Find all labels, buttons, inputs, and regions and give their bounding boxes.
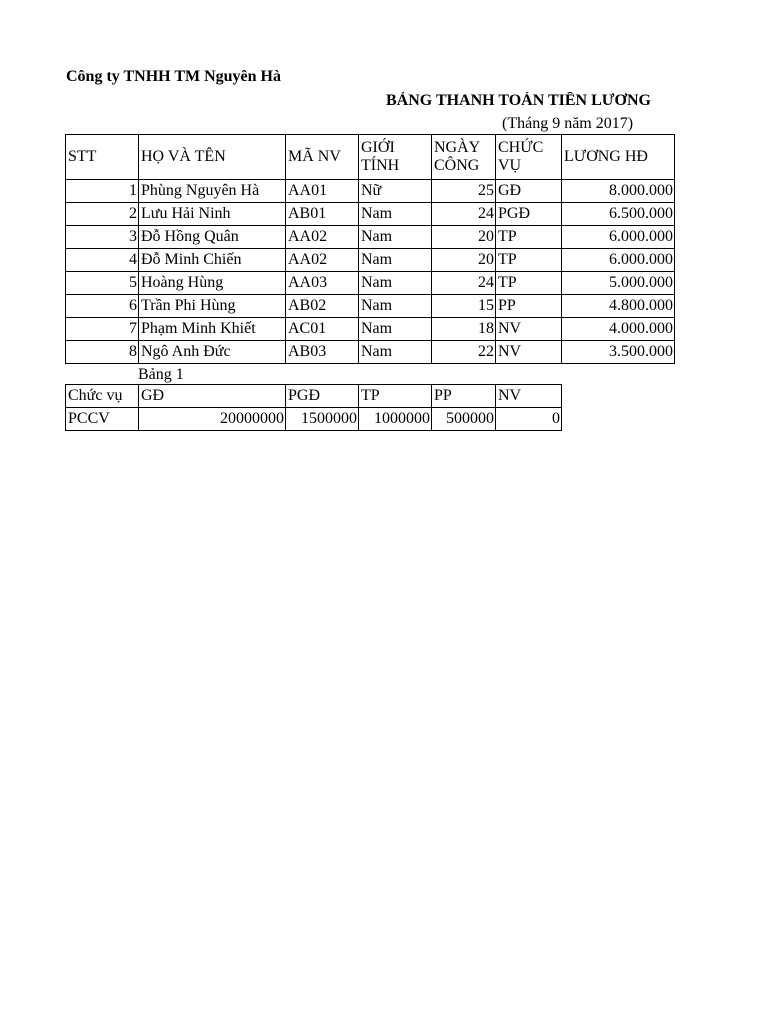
cell-name[interactable]: Ngô Anh Đức (139, 341, 286, 364)
cell-days[interactable]: 20 (432, 249, 496, 272)
header-position[interactable] (496, 135, 562, 180)
cell-stt[interactable]: 3 (66, 226, 139, 249)
payroll-table (65, 134, 675, 364)
sheet-title: BẢNG THANH TOÁN TIỀN LƯƠNG (386, 92, 651, 109)
allowance-header-cell[interactable]: PGĐ (286, 385, 359, 408)
cell-stt[interactable]: 4 (66, 249, 139, 272)
allowance-header-cell[interactable]: GĐ (139, 385, 286, 408)
period-label: (Tháng 9 năm 2017) (502, 115, 634, 132)
cell-stt[interactable]: 8 (66, 341, 139, 364)
cell-gender[interactable]: Nam (359, 318, 432, 341)
cell-gender[interactable]: Nam (359, 249, 432, 272)
allowance-cell[interactable]: 20000000 (139, 408, 286, 431)
cell-stt[interactable]: 2 (66, 203, 139, 226)
header-position-line1: CHỨC (498, 139, 544, 156)
allowance-header-cell[interactable]: PP (432, 385, 496, 408)
allowance-header-cell[interactable]: Chức vụ (66, 385, 139, 408)
cell-position[interactable]: NV (496, 341, 562, 364)
cell-days[interactable]: 24 (432, 272, 496, 295)
cell-days[interactable]: 24 (432, 203, 496, 226)
table-row (66, 295, 675, 318)
cell-code[interactable]: AB02 (286, 295, 359, 318)
header-gender-line2: TÍNH (361, 157, 400, 174)
cell-stt[interactable]: 1 (66, 180, 139, 203)
allowance-cell[interactable]: PCCV (66, 408, 139, 431)
cell-stt[interactable]: 7 (66, 318, 139, 341)
table-row (66, 226, 675, 249)
cell-salary[interactable]: 4.800.000 (562, 295, 675, 318)
cell-salary[interactable]: 6.500.000 (562, 203, 675, 226)
table-row (66, 249, 675, 272)
header-days[interactable] (432, 135, 496, 180)
cell-gender[interactable]: Nam (359, 203, 432, 226)
cell-stt[interactable]: 5 (66, 272, 139, 295)
cell-code[interactable]: AB01 (286, 203, 359, 226)
cell-gender[interactable]: Nam (359, 341, 432, 364)
header-position-line2: VỤ (498, 157, 522, 174)
allowance-cell[interactable]: 500000 (432, 408, 496, 431)
company-name: Công ty TNHH TM Nguyên Hà (66, 68, 281, 85)
cell-days[interactable]: 18 (432, 318, 496, 341)
allowance-header-cell[interactable]: NV (496, 385, 562, 408)
cell-salary[interactable]: 6.000.000 (562, 226, 675, 249)
cell-salary[interactable]: 3.500.000 (562, 341, 675, 364)
cell-code[interactable]: AA01 (286, 180, 359, 203)
cell-gender[interactable]: Nam (359, 295, 432, 318)
cell-code[interactable]: AC01 (286, 318, 359, 341)
cell-salary[interactable]: 4.000.000 (562, 318, 675, 341)
cell-gender[interactable]: Nam (359, 272, 432, 295)
cell-code[interactable]: AA03 (286, 272, 359, 295)
cell-position[interactable]: GĐ (496, 180, 562, 203)
header-salary[interactable]: LƯƠNG HĐ (562, 135, 675, 180)
bang1-label: Bảng 1 (138, 366, 184, 383)
cell-name[interactable]: Lưu Hải Ninh (139, 203, 286, 226)
cell-salary[interactable]: 8.000.000 (562, 180, 675, 203)
cell-name[interactable]: Trần Phi Hùng (139, 295, 286, 318)
cell-days[interactable]: 25 (432, 180, 496, 203)
cell-position[interactable]: TP (496, 249, 562, 272)
cell-position[interactable]: PGĐ (496, 203, 562, 226)
header-code[interactable]: MÃ NV (286, 135, 359, 180)
header-name[interactable]: HỌ VÀ TÊN (139, 135, 286, 180)
header-days-line1: NGÀY (434, 139, 481, 156)
allowance-cell[interactable]: 1000000 (359, 408, 432, 431)
allowance-value-row (66, 408, 562, 431)
table-row (66, 318, 675, 341)
table-row (66, 203, 675, 226)
cell-days[interactable]: 20 (432, 226, 496, 249)
cell-code[interactable]: AA02 (286, 226, 359, 249)
allowance-cell[interactable]: 1500000 (286, 408, 359, 431)
cell-days[interactable]: 15 (432, 295, 496, 318)
cell-salary[interactable]: 6.000.000 (562, 249, 675, 272)
cell-days[interactable]: 22 (432, 341, 496, 364)
table-row (66, 272, 675, 295)
cell-gender[interactable]: Nữ (359, 180, 432, 203)
header-days-line2: CÔNG (434, 157, 480, 174)
cell-code[interactable]: AB03 (286, 341, 359, 364)
allowance-cell[interactable]: 0 (496, 408, 562, 431)
cell-code[interactable]: AA02 (286, 249, 359, 272)
cell-name[interactable]: Đỗ Hồng Quân (139, 226, 286, 249)
table-header-row (66, 135, 675, 180)
header-gender-line1: GIỚI (361, 139, 395, 156)
cell-name[interactable]: Phùng Nguyên Hà (139, 180, 286, 203)
cell-name[interactable]: Phạm Minh Khiết (139, 318, 286, 341)
cell-position[interactable]: NV (496, 318, 562, 341)
cell-stt[interactable]: 6 (66, 295, 139, 318)
cell-salary[interactable]: 5.000.000 (562, 272, 675, 295)
cell-name[interactable]: Hoàng Hùng (139, 272, 286, 295)
cell-gender[interactable]: Nam (359, 226, 432, 249)
header-gender[interactable] (359, 135, 432, 180)
cell-position[interactable]: TP (496, 272, 562, 295)
cell-position[interactable]: PP (496, 295, 562, 318)
cell-position[interactable]: TP (496, 226, 562, 249)
table-row (66, 180, 675, 203)
allowance-header-row (66, 385, 562, 408)
allowance-header-cell[interactable]: TP (359, 385, 432, 408)
header-stt[interactable]: STT (66, 135, 139, 180)
table-row (66, 341, 675, 364)
allowance-table (65, 384, 562, 431)
cell-name[interactable]: Đỗ Minh Chiến (139, 249, 286, 272)
